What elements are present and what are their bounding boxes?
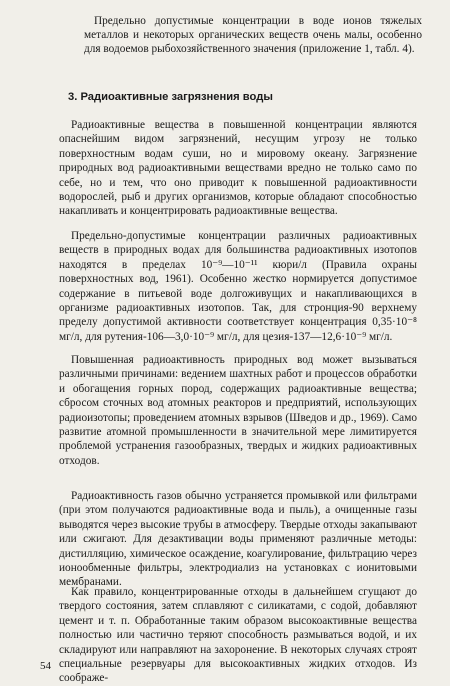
- body-paragraph: Радиоактивные вещества в повышенной концентрации являются опаснейшим видом загрязнений, несущим угрозу не только поверхностным водам суши, но и мировому океану. Загрязнение природных вод радиоактивными веществами вредно не только само по себе, но и тем, что оно приводит к повышенной радиоактивности водорослей, рыб и других организмов, которые обладают способностью накапливать и концентрировать радиоактивные вещества.: [59, 119, 417, 218]
- section-heading: 3. Радиоактивные загрязнения воды: [68, 91, 273, 103]
- page-number: 54: [40, 660, 51, 672]
- body-paragraph: Повышенная радиоактивность природных вод может вызываться различными причинами: ведением шахтных работ и процессов обработки и обогащения горных пород, содержащих радиоактивные вещества; сбросом сточных вод атомных реакторов и предприятий, использующих радиоизотопы; проведением атомных взрывов (Шведов и др., 1969). Само развитие атомной промышленности в значительной мере лимитируется проблемой устранения газообразных, твердых и жидких радиоактивных отходов.: [59, 354, 417, 467]
- body-paragraph: Предельно-допустимые концентрации различных радиоактивных веществ в природных водах для большинства радиоактивных изотопов находятся в пределах 10⁻⁹—10⁻¹¹ кюри/л (Правила охраны поверхностных вод, 1961). Особенно жестко нормируется допустимое содержание в питьевой воде долгоживущих и накапливающихся в организме радиоактивных изотопов. Так, для стронция-90 верхнему пределу допустимой активности соответствует концентрация 0,35·10⁻⁸ мг/л, для рутения-106—3,0·10⁻⁹ мг/л, для цезия-137—12,6·10⁻⁹ мг/л.: [59, 230, 417, 343]
- body-paragraph: Как правило, концентрированные отходы в дальнейшем сгущают до твердого состояния, затем сплавляют с силикатами, с содой, добавляют цемент и т. п. Обработанные таким образом высокоактивные вещества полностью или частично теряют способность размываться водой, и их складируют или направляют на захоронение. В некоторых случаях строят специальные резервуары для высокоактивных жидких отходов. Из соображе-: [59, 586, 417, 685]
- body-paragraph: Радиоактивность газов обычно устраняется промывкой или фильтрами (при этом получаются радиоактивные вода и пыль), а очищенные газы выводятся через высокие трубы в атмосферу. Твердые отходы закапывают или сжигают. Для дезактивации воды применяют различные методы: дистилляцию, химическое осаждение, коагулирование, фильтрацию через ионообменные фильтры, электродиализ на установках с ионитовыми мембранами.: [59, 490, 417, 589]
- intro-paragraph: Предельно допустимые концентрации в воде ионов тяжелых металлов и некоторых органических веществ очень малы, особенно для водоемов рыбохозяйственного значения (приложение 1, табл. 4).: [84, 15, 422, 56]
